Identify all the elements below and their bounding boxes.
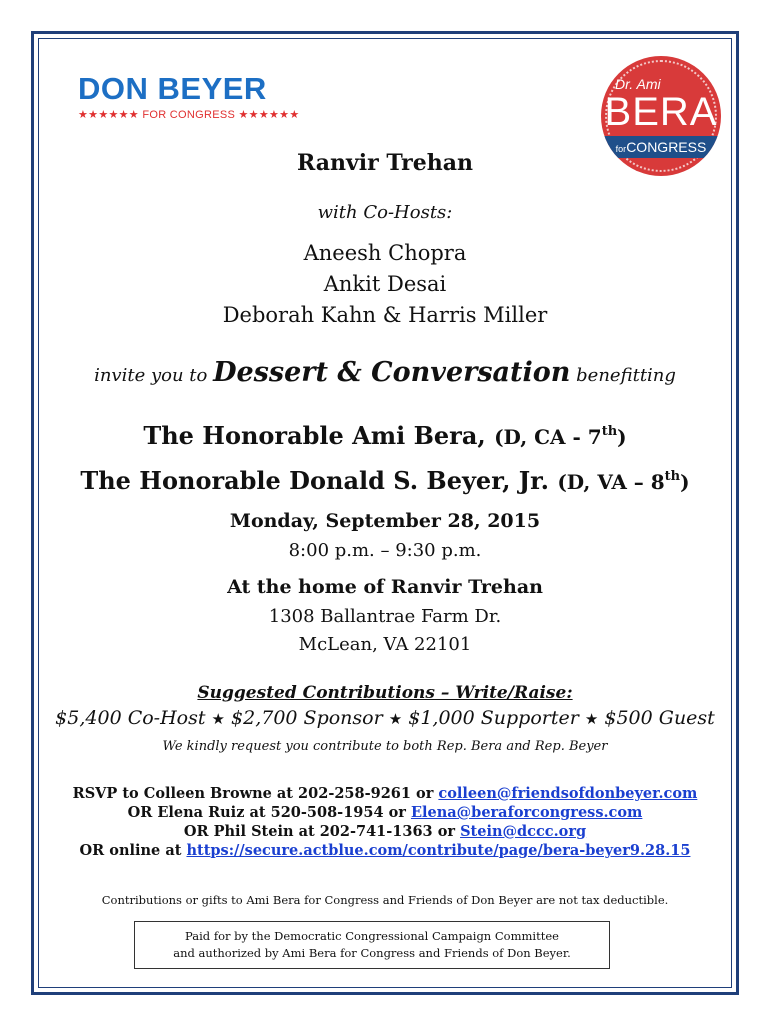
- address-line: 1308 Ballantrae Farm Dr.: [268, 606, 502, 627]
- paid-for-line: Paid for by the Democratic Congressional Campaign Committee: [185, 929, 559, 943]
- rsvp-line: RSVP to Colleen Browne at 202-258-9261 or colleen@friendsofdonbeyer.com: [72, 785, 698, 802]
- rsvp-online-link[interactable]: https://secure.actblue.com/contribute/page/bera-beyer9.28.15: [186, 842, 691, 859]
- rsvp-email-link[interactable]: Elena@beraforcongress.com: [410, 804, 643, 821]
- cohost-item: Ankit Desai: [323, 272, 447, 296]
- contributions-heading: Suggested Contributions – Write/Raise:: [197, 683, 573, 703]
- cohost-item: Deborah Kahn & Harris Miller: [222, 303, 548, 327]
- rsvp-email-link[interactable]: Stein@dccc.org: [460, 823, 587, 840]
- rsvp-block: [40, 784, 730, 860]
- cohost-item: Aneesh Chopra: [303, 241, 467, 265]
- honoree: The Honorable Ami Bera, (D, CA - 7th): [143, 421, 627, 450]
- event-address: [40, 603, 730, 659]
- bera-logo-name: BERA: [604, 90, 718, 134]
- host-name: Ranvir Trehan: [296, 150, 474, 176]
- bera-logo-prefix: Dr. Ami: [615, 76, 661, 92]
- rsvp-line: OR online at https://secure.actblue.com/contribute/page/bera-beyer9.28.15: [79, 842, 691, 859]
- contribution-level: $1,000 Supporter: [408, 707, 579, 729]
- contribution-level: $2,700 Sponsor: [231, 707, 383, 729]
- don-beyer-logo: [78, 71, 300, 121]
- event-date: Monday, September 28, 2015: [229, 510, 541, 532]
- bera-logo-tagline: forCONGRESS: [615, 139, 707, 155]
- contribution-level: $500 Guest: [604, 707, 715, 729]
- contribution-request: We kindly request you contribute to both Rep. Bera and Rep. Beyer: [162, 739, 608, 754]
- address-line: McLean, VA 22101: [298, 634, 472, 655]
- tax-disclaimer: Contributions or gifts to Ami Bera for Congress and Friends of Don Beyer are not tax deductible.: [101, 893, 669, 907]
- honorees: [40, 412, 730, 502]
- star-icon: ★: [211, 710, 225, 728]
- rsvp-line: OR Elena Ruiz at 520-508-1954 or Elena@beraforcongress.com: [127, 804, 643, 821]
- rsvp-line: OR Phil Stein at 202-741-1363 or Stein@dccc.org: [183, 823, 587, 840]
- event-name: Dessert & Conversation: [213, 357, 571, 388]
- beyer-logo-name: DON BEYER: [78, 71, 267, 106]
- invitation-line: invite you to Dessert & Conversation benefitting: [94, 357, 676, 388]
- event-venue: At the home of Ranvir Trehan: [227, 576, 543, 598]
- star-icon: ★: [388, 710, 403, 728]
- paid-for-disclaimer: [134, 921, 610, 969]
- rsvp-email-link[interactable]: colleen@friendsofdonbeyer.com: [438, 785, 698, 802]
- honoree: The Honorable Donald S. Beyer, Jr. (D, VA – 8th): [80, 466, 690, 495]
- star-icon: ★: [584, 710, 599, 728]
- event-time: 8:00 p.m. – 9:30 p.m.: [288, 540, 482, 561]
- beyer-logo-tagline: ★★★★★★ FOR CONGRESS ★★★★★★: [78, 109, 300, 121]
- cohosts-label: with Co-Hosts:: [317, 202, 453, 223]
- cohost-list: [40, 238, 730, 331]
- contribution-level: $5,400 Co-Host: [55, 707, 206, 729]
- paid-for-line: and authorized by Ami Bera for Congress and Friends of Don Beyer.: [173, 946, 571, 960]
- contribution-levels: [40, 707, 730, 729]
